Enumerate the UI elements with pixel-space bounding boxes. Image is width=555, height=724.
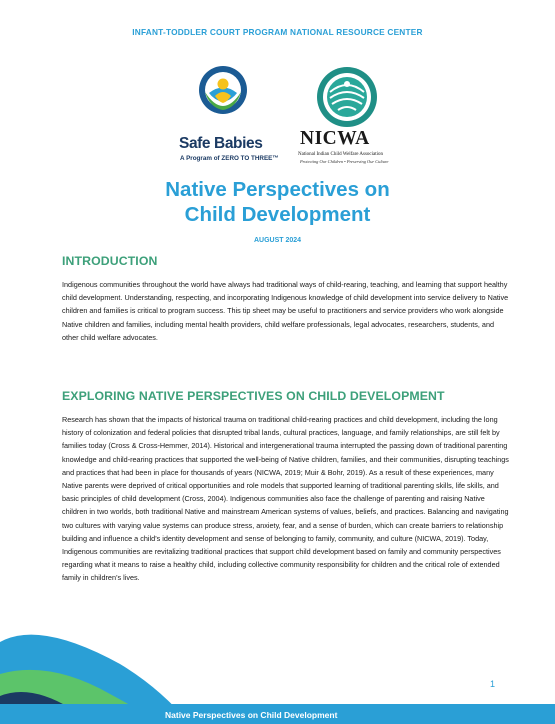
safe-babies-tagline: A Program of ZERO TO THREE™	[180, 155, 279, 162]
page-number: 1	[490, 679, 496, 689]
nicwa-seal-icon	[316, 66, 378, 128]
safe-babies-name: Safe Babies	[179, 135, 263, 152]
nicwa-name: NICWA	[300, 128, 370, 149]
document-date: AUGUST 2024	[253, 237, 302, 244]
title-line-1: Native Perspectives on	[165, 178, 390, 201]
section-heading-exploring: EXPLORING NATIVE PERSPECTIVES ON CHILD DEVELOPMENT	[62, 389, 445, 403]
document-title	[0, 177, 555, 227]
nicwa-full-name: National Indian Child Welfare Association	[298, 152, 384, 157]
logo-row	[0, 62, 555, 172]
section-body-introduction: Indigenous communities throughout the world have always had traditional ways of child-rearing, teaching, and learning that support healthy child development. Understanding, respecting, and incorporating Indigenous knowledge of child development into service delivery to Native children and families is critical to program success. This tip sheet may be useful to practitioners and service providers who work alongside Native children and families, including mental health providers, child welfare professionals, legal advocates, researchers, students, and other child welfare advocates.	[62, 280, 509, 342]
section-heading-introduction: INTRODUCTION	[62, 254, 158, 268]
footer-title: Native Perspectives on Child Development	[165, 710, 338, 720]
nicwa-tagline: Protecting Our Children • Preserving Our Culture	[300, 159, 389, 164]
header-org-name: INFANT-TODDLER COURT PROGRAM NATIONAL RESOURCE CENTER	[132, 27, 423, 37]
title-line-2: Child Development	[184, 203, 371, 226]
section-body-exploring: Research has shown that the impacts of historical trauma on traditional child-rearing practices and child development, including the long history of colonization and federal policies that disrupted tribal lands, cultural practices, language, and family relationships, are still felt by families today (Cross & Cross-Hemmer, 2014). Historical and intergenerational trauma interrupted the passing down of traditional parenting knowledge and child-rearing practices that supported the well-being of Native children, families, and their communities, disrupting teachings and practices that had been in place for thousands of years (NICWA, 2019; Muir & Bohr, 2019). As a result of these experiences, many Native parents were deprived of critical opportunities and role models that supported learning of traditional parenting skills, life skills, and basic principles of child development (Cross, 2004). Indigenous communities also face the challenge of parenting and raising Native children in two worlds, both traditional Native and mainstream American systems of values, beliefs, and practices. Balancing and navigating two cultures with varying value systems can produce stress, anxiety, fear, and a sense of burden, which can create barriers to relationship building and influence a child’s identity development and sense of belonging to family, community, and culture (NICWA, 2019). Today, Indigenous communities are revitalizing traditional practices that support child development based on family and community perspectives regarding what it means to raise a healthy child, including collective community responsibility for children and the critical role of extended family in children’s lives.	[62, 415, 509, 583]
